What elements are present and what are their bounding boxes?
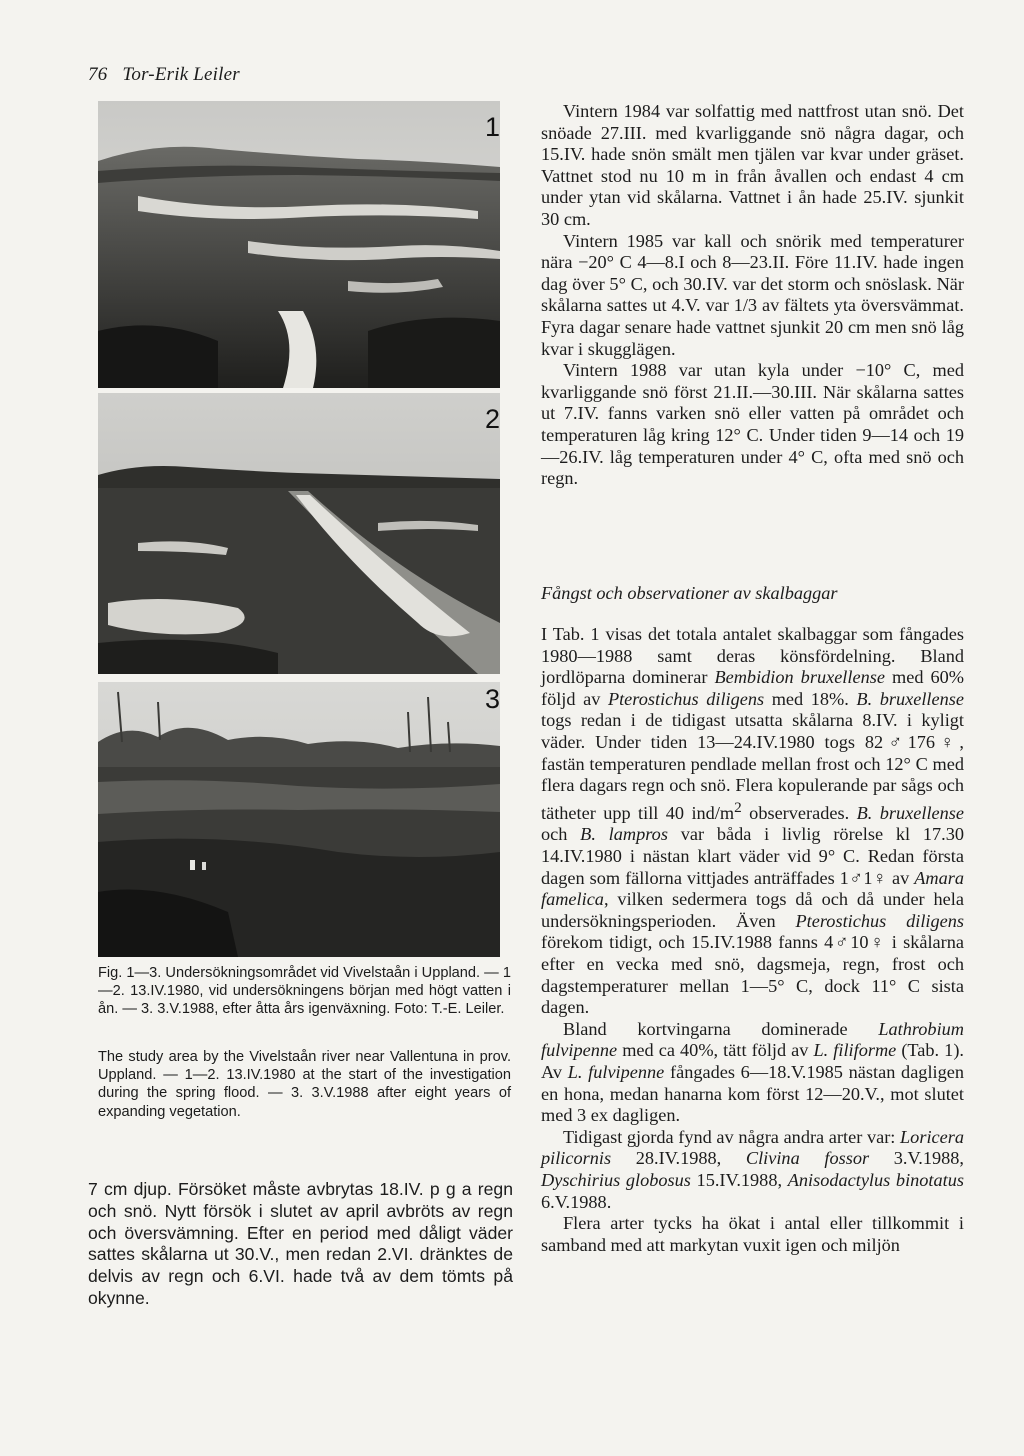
photo-2 [98,393,500,674]
paragraph-winter-1985: Vintern 1985 var kall och snörik med temperaturer nära −20° C 4—8.I och 8—23.II. Före 11.IV. hade ingen dag över 5° C, och 30.IV. var det storm och snöslask. När skålarna sattes ut 4.V. var 1/3 av fältets yta översvämmat. Fyra dagar senare hade vattnet sjunkit 20 cm men snö låg kvar i skugglägen. [541,230,964,359]
paragraph: 7 cm djup. Försöket måste avbrytas 18.IV. p g a regn och snö. Nytt försök i slutet av april avbröts av regn och översvämning. Efter en period med dåligt väder sattes skålarna ut 30.V., men redan 2.VI. dränktes de delvis av regn och 6.VI. hade två av dem tömts på okynne. [88,1179,513,1308]
running-head [88,64,240,86]
page-number: 76 [88,64,108,85]
photo-3 [98,682,500,957]
paragraph-species-increase: Flera arter tycks ha ökat i antal eller tillkommit i samband med att markytan vuxit igen och miljön [541,1213,964,1255]
right-column-bottom [541,624,964,1256]
figure-number-3: 3 [485,684,501,714]
paragraph-carabids: I Tab. 1 visas det totala antalet skalbaggar som fångades 1980—1988 samt deras könsfördelning. Bland jordlöparna dominerar Bembidion bruxellense med 60% följd av Pterostichus diligens med 18%. B. bruxellense togs redan i de tidigast utsatta skålarna 8.IV. i kyligt väder. Under tiden 13—24.IV.1980 togs 82♂176♀, fastän temperaturen pendlade mellan frost och 12° C med flera dagars regn och snö. Flera kopulerande par sågs och tätheter upp till 40 ind/$m^2$ observerades. B. bruxellense och B. lampros var båda i livlig rörelse kl 17.30 14.IV.1980 i nästan klart väder vid 9° C. Redan första dagen som fällorna vittjades anträffades 1♂1♀ av Amara famelica, vilken sedermera togs då och då under hela undersökningsperioden. Även Pterostichus diligens förekom tidigt, och 15.IV.1988 fanns 4♂10♀ i skålarna efter en vecka med snö, dagsmeja, regn, frost och dagstemperaturer mellan 1—5° C, dock 11° C sista dagen. [541,624,965,1018]
photo-1 [98,101,500,388]
paragraph-winter-1984: Vintern 1984 var solfattig med nattfrost utan snö. Det snöade 27.III. med kvarliggande snö några dagar, och 15.IV. hade snön smält men tjälen var kvar under gräset. Vattnet stod nu 10 m in från åvallen och endast 4 cm under ytan vid skålarna. Vattnet i ån hade 25.IV. sjunkit 30 cm. [541,101,964,229]
paragraph-winter-1988: Vintern 1988 var utan kyla under −10° C, med kvarliggande snö först 21.II.—30.III. När skålarna sattes ut 7.IV. fanns varken snö eller vatten på området och temperaturen låg kring 12° C. Under tiden 9—14 och 19—26.IV. låg temperaturen under 4° C, ofta med snö och regn. [541,360,964,489]
section-heading: Fångst och observationer av skalbaggar [541,583,838,603]
author-name: Tor-Erik Leiler [122,64,240,85]
figure-caption-swedish: Fig. 1—3. Undersökningsområdet vid Vivelstaån i Uppland. — 1—2. 13.IV.1980, vid undersökningens början med högt vatten i ån. — 3. 3.V.1988, efter åtta års igenväxning. Foto: T.-E. Leiler. [98,965,511,1018]
paragraph-staphylinids: Bland kortvingarna dominerade Lathrobium fulvipenne med ca 40%, tätt följd av L. filiforme (Tab. 1). Av L. fulvipenne fångades 6—18.V.1985 nästan dagligen en hona, medan hanarna kom först 12—20.V., mot slutet med 3 ex dagligen. [541,1018,964,1126]
figure-number-1: 1 [485,112,501,142]
left-column-text [88,1179,513,1310]
figure-caption-english: The study area by the Vivelstaån river near Vallentuna in prov. Uppland. — 1—2. 13.IV.1980 at the start of the investigation during the spring flood. — 3. 3.V.1988 after eight years of expanding vegetation. [98,1049,511,1120]
figure-number-2: 2 [485,404,501,434]
paragraph-earliest-finds: Tidigast gjorda fynd av några andra arter var: Loricera pilicornis 28.IV.1988, Clivina fossor 3.V.1988, Dyschirius globosus 15.IV.1988, Anisodactylus binotatus 6.V.1988. [541,1126,964,1212]
right-column-top [541,101,964,490]
